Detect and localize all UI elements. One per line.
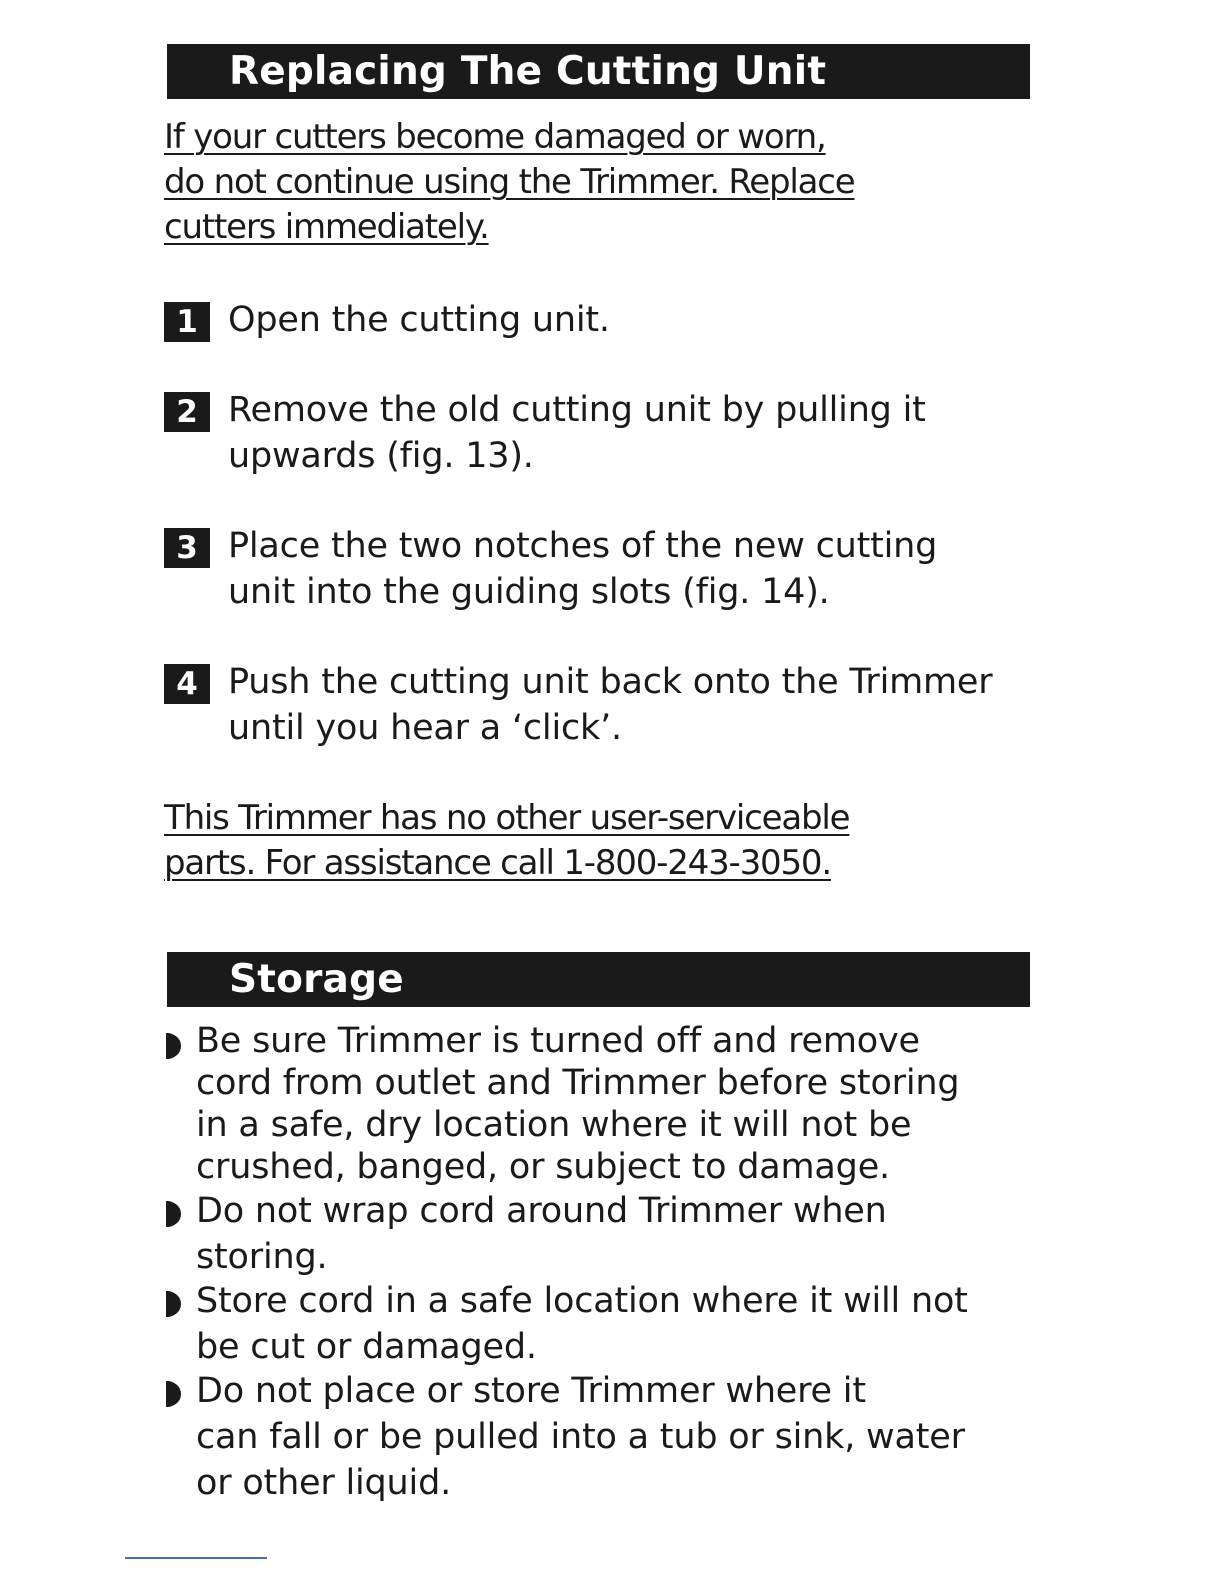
half-circle-bullet-icon: [164, 1380, 182, 1408]
step-text: Place the two notches of the new cutting unit into the guiding slots (fig. 14).: [228, 526, 938, 612]
footer-rule: [125, 1557, 267, 1559]
step-number-badge: 1: [164, 302, 210, 342]
half-circle-bullet-icon: [164, 1290, 182, 1318]
service-note: [164, 796, 984, 886]
storage-bullet-text: Do not wrap cord around Trimmer when storing.: [196, 1191, 887, 1277]
service-note-line: parts. For assistance call 1-800-243-3050.: [164, 843, 831, 883]
step-number-badge: 3: [164, 528, 210, 568]
intro-note-line: cutters immediately.: [164, 207, 489, 247]
intro-note: [164, 115, 984, 250]
intro-note-line: do not continue using the Trimmer. Replace: [164, 162, 855, 202]
half-circle-bullet-icon: [164, 1032, 182, 1060]
step-number-badge: 2: [164, 392, 210, 432]
half-circle-bullet-icon: [164, 1200, 182, 1228]
step-text: Push the cutting unit back onto the Trimmer until you hear a ‘click’.: [228, 662, 993, 748]
section-header-replacing-cutting-unit: Replacing The Cutting Unit: [167, 44, 1030, 99]
storage-bullet-text: Do not place or store Trimmer where it can fall or be pulled into a tub or sink, water or other liquid.: [196, 1371, 965, 1503]
step-number-badge: 4: [164, 664, 210, 704]
section-header-storage: Storage: [167, 952, 1030, 1007]
storage-bullet-text: Be sure Trimmer is turned off and remove cord from outlet and Trimmer before storing in a safe, dry location where it will not be crushed, banged, or subject to damage.: [196, 1021, 960, 1187]
service-note-line: This Trimmer has no other user-serviceable: [164, 798, 850, 838]
step-text: Remove the old cutting unit by pulling it upwards (fig. 13).: [228, 390, 926, 476]
step-text: Open the cutting unit.: [228, 300, 610, 340]
intro-note-line: If your cutters become damaged or worn,: [164, 117, 826, 157]
storage-bullet-text: Store cord in a safe location where it will not be cut or damaged.: [196, 1281, 968, 1367]
